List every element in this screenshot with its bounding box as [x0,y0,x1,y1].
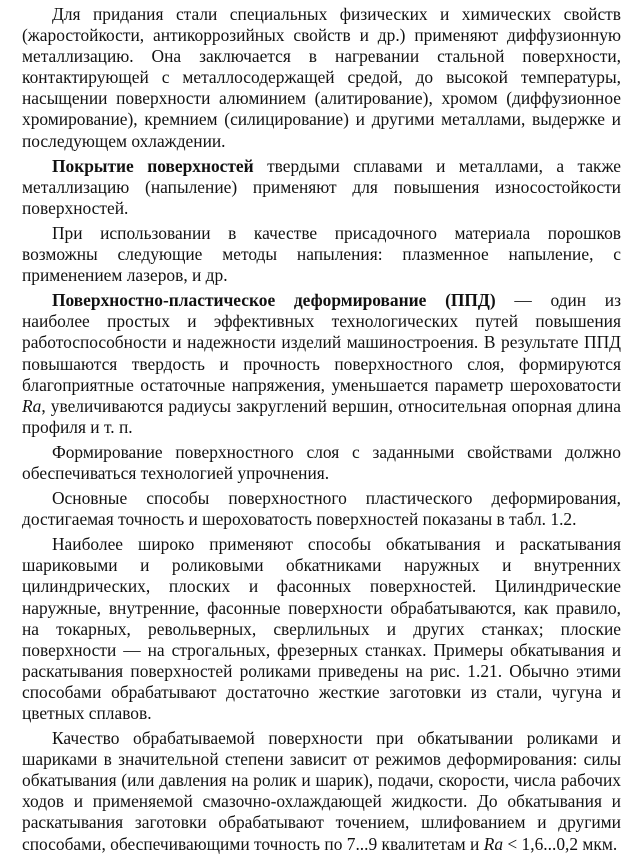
paragraph-main-methods [22,488,621,530]
paragraph-surface-layer [22,442,621,484]
term-surface-coating: Покрытие поверхностей [52,155,254,176]
text-run: — один из наиболее простых и эффективных технологических путей повышения работоспособности и надежности изделий машиностроения. В результате ППД повышаются твердость и прочность поверхностного слоя, формируются благоприятные остаточные напряжения, уменьшается параметр шероховатости [22,290,621,395]
text-run: Наиболее широко применяют способы обкатывания и раскатывания шариковыми и роликовыми обкатниками наружных и внутренних цилиндрических, плоских и фасонных поверхностей. Цилиндрические наружные, внутренние, фасонные поверхности обрабатываются, как правило, на токарных, револьверных, сверлильных и других станках; плоские поверхности — на строгальных, фрезерных станках. Примеры обкатывания и раскатывания поверхностей роликами приведены на рис. 1.21. Обычно этими способами обрабатывают достаточно жесткие заготовки из стали, чугуна и цветных сплавов. [22,534,621,723]
text-run: При использовании в качестве присадочного материала порошков возможны следующие методы напыления: плазменное напыление, с применением лазеров, и др. [22,222,621,286]
text-run: Качество обрабатываемой поверхности при обкатывании роликами и шариками в значительной степени зависит от режимов деформирования: силы обкатывания (или давления на ролик и шарик), подачи, скорости, числа рабочих ходов и применяемой смазочно-охлаждающей жидкости. До обкатывания и раскатывания заготовки обрабатывают точением, шлифованием и другими способами, обеспечивающими точность по 7...9 квалитетам и [22,728,621,854]
text-run: твердыми сплавами и металлами, а также металлизацию (напыление) применяют для повышения износостойкости поверхностей. [22,155,621,218]
text-run: Для придания стали специальных физических и химических свойств (жаростойкости, антикоррозийных свойств и др.) применяют диффузионную металлизацию. Она заключается в нагревании стальной поверхности, контактирующей с металлосодержащей средой, до высокой температуры, насыщении поверхности алюминием (алитирование), хромом (диффузионное хромирование), кремнием (силицирование) и другими металлами, выдержке и последующем охлаждении. [22,4,621,151]
paragraph-diffusion-metallization [22,4,621,152]
symbol-ra: Ra [483,833,504,854]
paragraph-rolling-methods [22,534,621,724]
text-run: Основные способы поверхностного пластического деформирования, достигаемая точность и шероховатость поверхностей показаны в табл. 1.2. [22,488,621,530]
paragraph-surface-coating [22,156,621,219]
text-run: , увеличиваются радиусы закруглений вершин, относительная опорная длина профиля и т. п. [22,395,621,437]
paragraph-powder-spraying [22,223,621,286]
term-ppd: Поверхностно-пластическое деформирование (ППД) [52,290,496,311]
text-run: < 1,6...0,2 мкм. [503,833,618,854]
paragraph-ppd [22,290,621,438]
symbol-ra: Ra [22,395,42,416]
paragraph-surface-quality [22,728,621,855]
text-run: Формирование поверхностного слоя с заданными свойствами должно обеспечиваться технологией упрочнения. [22,441,621,483]
